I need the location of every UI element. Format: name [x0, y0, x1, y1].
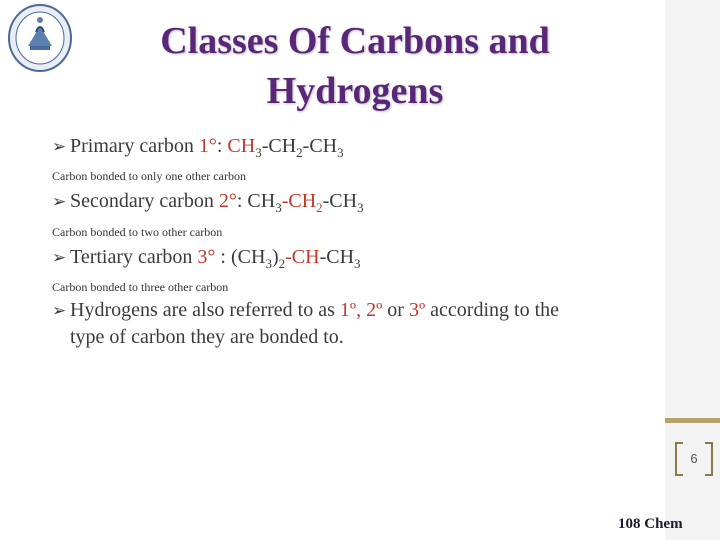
arrow-bullet-icon: ➢ — [52, 248, 67, 268]
separator: : — [215, 246, 226, 268]
arrow-bullet-icon: ➢ — [52, 301, 67, 321]
bullet-secondary — [52, 188, 364, 215]
separator: : — [216, 135, 223, 157]
course-label: 108 Chem — [618, 516, 683, 532]
formula-part: -CH — [285, 246, 320, 268]
text-line-2: type of carbon they are bonded to. — [70, 326, 344, 348]
title-line-1: Classes Of Carbons and — [160, 20, 550, 62]
degree: 1º, — [339, 299, 362, 321]
bullet-label: Primary carbon — [70, 135, 194, 157]
slide-title — [90, 16, 620, 116]
bullet-tertiary — [52, 244, 361, 271]
formula-part: CH — [247, 190, 276, 212]
note-tertiary: Carbon bonded to three other carbon — [52, 280, 229, 294]
arrow-bullet-icon: ➢ — [52, 192, 67, 212]
separator: : — [236, 190, 243, 212]
bracket-right — [705, 442, 713, 476]
subscript: 3 — [255, 145, 262, 160]
formula-part: -CH — [302, 135, 338, 157]
formula-part: -CH — [319, 246, 355, 268]
subscript: 3 — [354, 256, 361, 271]
degree: 3º — [408, 299, 426, 321]
text: or — [387, 299, 404, 321]
text: according to the — [430, 299, 560, 321]
subscript: 3 — [337, 145, 344, 160]
subscript: 2 — [316, 200, 323, 215]
degree: 2° — [218, 190, 237, 212]
degree: 2º — [366, 299, 383, 321]
arrow-bullet-icon: ➢ — [52, 137, 67, 157]
formula-part: -CH — [261, 135, 297, 157]
formula-part: CH — [227, 135, 256, 157]
formula-part: (CH — [230, 246, 266, 268]
degree: 1° — [198, 135, 217, 157]
formula-part: -CH — [322, 190, 358, 212]
bullet-label: Secondary carbon — [70, 190, 214, 212]
formula-part: ) — [271, 246, 279, 268]
subscript: 3 — [357, 200, 364, 215]
page-number-value: 6 — [690, 451, 698, 466]
title-line-2: Hydrogens — [266, 70, 444, 112]
note-secondary: Carbon bonded to two other carbon — [52, 225, 223, 239]
degree: 3° — [197, 246, 216, 268]
subscript: 3 — [275, 200, 282, 215]
subscript: 2 — [278, 256, 286, 271]
subscript: 3 — [265, 256, 272, 271]
text: Hydrogens are also referred to as — [70, 299, 335, 321]
note-primary: Carbon bonded to only one other carbon — [52, 169, 246, 183]
university-seal-icon — [6, 2, 74, 74]
bullet-primary — [52, 133, 344, 160]
subscript: 2 — [296, 145, 303, 160]
formula-part: -CH — [281, 190, 317, 212]
bullet-label: Tertiary carbon — [70, 246, 193, 268]
bullet-hydrogens — [52, 297, 632, 350]
page-number — [675, 442, 715, 476]
sidebar-accent — [665, 418, 720, 423]
